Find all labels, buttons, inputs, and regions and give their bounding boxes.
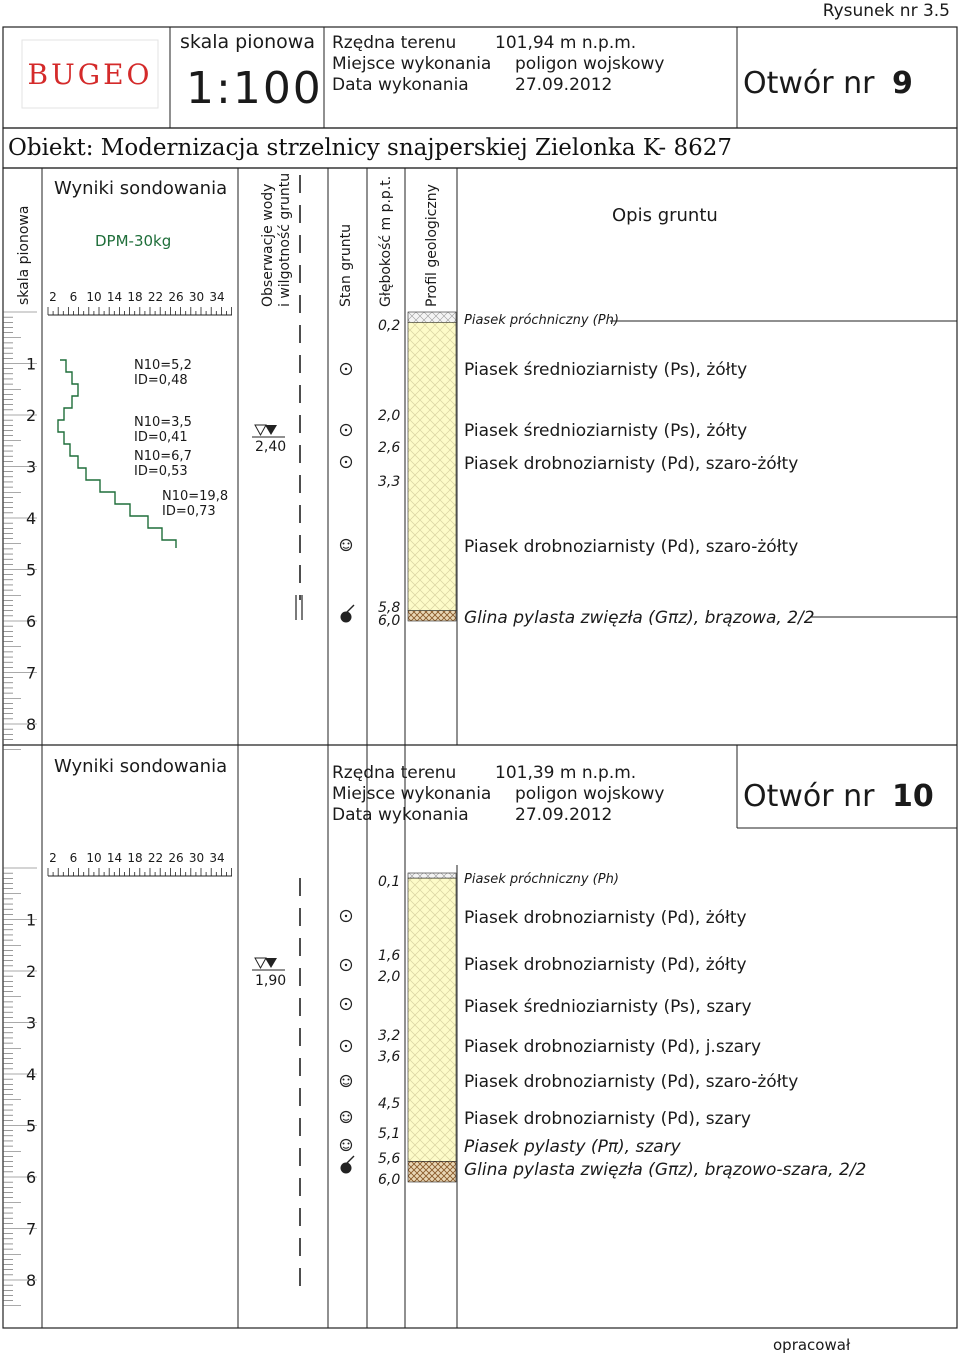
layer-description: Piasek drobnoziarnisty (Pd), j.szary	[464, 1037, 762, 1057]
profile-sand	[408, 878, 456, 1161]
depth-value: 0,1	[378, 874, 401, 890]
location-value: poligon wojskowy	[515, 784, 665, 804]
dry-state-dot	[345, 368, 347, 370]
borehole-10-number: 10	[892, 779, 934, 814]
scale-number: 4	[26, 1065, 37, 1084]
moist-state-icon	[341, 1112, 352, 1123]
layer-description: Piasek drobnoziarnisty (Pd), żółty	[464, 908, 747, 928]
ruler-number: 6	[69, 290, 78, 304]
elevation-value: 101,94 m n.p.m.	[495, 33, 637, 53]
geological-profiles	[408, 312, 456, 1182]
scale-value: 1:100	[186, 63, 323, 114]
dry-state-dot	[345, 429, 347, 431]
scale-number: 7	[26, 663, 37, 683]
sounding-labels-9	[134, 358, 228, 519]
plastic-state-icon	[341, 612, 352, 623]
scale-number: 5	[26, 1116, 37, 1136]
depth-value: 4,5	[378, 1096, 401, 1112]
descriptions-9	[464, 313, 957, 628]
depth-value: 0,2	[378, 318, 401, 334]
depth-value: 3,6	[378, 1049, 401, 1065]
moist-state-arc	[343, 1083, 349, 1084]
scale-number: 6	[26, 612, 37, 631]
sounding-n: N10=6,7	[134, 449, 192, 464]
footer-author-label: opracował	[773, 1336, 851, 1354]
moist-state-dot	[348, 1143, 350, 1145]
moist-state-icon	[341, 1076, 352, 1087]
layer-description: Piasek średnioziarnisty (Ps), żółty	[464, 421, 748, 441]
logo-text: BUGEO	[27, 58, 153, 91]
water-level-icon	[252, 425, 285, 437]
col-water-header-2: i wilgotność gruntu	[277, 172, 293, 307]
col-sounding-header: Wyniki sondowania	[54, 178, 228, 199]
scale-number: 4	[26, 509, 37, 528]
ruler-number: 34	[209, 290, 225, 304]
profile-sand	[408, 322, 456, 610]
layer-description: Piasek drobnoziarnisty (Pd), szaro-żółty	[464, 1072, 799, 1092]
layer-description: Piasek próchniczny (Ph)	[464, 872, 619, 887]
sounding-id: ID=0,73	[162, 504, 216, 519]
depth-scales	[3, 312, 37, 1306]
layer-description: Piasek pylasty (Pπ), szary	[464, 1137, 681, 1157]
location-value: poligon wojskowy	[515, 54, 665, 74]
depth-value: 5,1	[378, 1126, 401, 1142]
ruler-number: 2	[49, 851, 57, 865]
layer-description: Piasek średnioziarnisty (Ps), szary	[464, 997, 752, 1017]
depth-value: 6,0	[378, 1172, 401, 1188]
elevation-label: Rzędna terenu	[332, 763, 457, 783]
layer-description: Piasek drobnoziarnisty (Pd), żółty	[464, 955, 747, 975]
moist-state-dot	[348, 1079, 350, 1081]
water-level-icon	[252, 958, 285, 970]
sounding-id: ID=0,41	[134, 430, 188, 445]
sounding-n: N10=3,5	[134, 415, 192, 430]
plastic-state-icon	[341, 1163, 352, 1174]
moist-state-arc	[343, 1119, 349, 1120]
profile-humus	[408, 312, 456, 322]
ruler-number: 18	[127, 290, 143, 304]
ruler-number: 2	[49, 290, 57, 304]
date-label: Data wykonania	[332, 75, 469, 95]
location-label: Miejsce wykonania	[332, 54, 492, 74]
dry-state-dot	[345, 964, 347, 966]
moist-state-dot	[348, 543, 350, 545]
water-observation-10	[252, 878, 300, 1290]
layer-description: Piasek średnioziarnisty (Ps), żółty	[464, 360, 748, 380]
ruler-number: 10	[86, 851, 102, 865]
depths-10	[378, 874, 400, 1188]
object-title: Obiekt: Modernizacja strzelnicy snajperskiej Zielonka K- 8627	[8, 135, 733, 161]
sounding-n: N10=19,8	[162, 489, 229, 504]
plastic-state-line	[346, 605, 354, 613]
moist-state-icon	[341, 1140, 352, 1151]
moist-state-dot	[343, 1079, 345, 1081]
depth-value: 1,6	[378, 948, 401, 964]
ruler-number: 18	[127, 851, 143, 865]
dry-state-dot	[345, 461, 347, 463]
scale-number: 1	[26, 354, 37, 374]
layer-description: Piasek drobnoziarnisty (Pd), szary	[464, 1109, 751, 1129]
borehole-9-number: 9	[892, 66, 913, 101]
scale-number: 1	[26, 910, 37, 930]
scale-number: 5	[26, 560, 37, 580]
ruler-number: 22	[147, 290, 164, 304]
probe-label: DPM-30kg	[95, 232, 172, 250]
descriptions-10	[464, 872, 866, 1180]
figure-label: Rysunek nr 3.5	[822, 1, 950, 21]
col-state-header: Stan gruntu	[338, 223, 354, 307]
date-label: Data wykonania	[332, 805, 469, 825]
ruler-number: 26	[168, 290, 184, 304]
ruler-number: 26	[168, 851, 184, 865]
depth-value: 5,6	[378, 1151, 401, 1167]
ruler-number: 14	[106, 851, 123, 865]
scale-number: 7	[26, 1219, 37, 1239]
dry-state-dot	[345, 1003, 347, 1005]
depth-value: 3,3	[378, 474, 401, 490]
profile-clay	[408, 611, 456, 621]
ruler-number: 30	[188, 290, 205, 304]
ruler-number: 14	[106, 290, 123, 304]
scale-number: 2	[26, 962, 37, 981]
depth-value: 6,0	[378, 613, 401, 629]
water-level-value: 2,40	[255, 439, 287, 455]
scale-number: 3	[26, 1013, 37, 1033]
ruler-number: 6	[69, 851, 78, 865]
sounding-id: ID=0,48	[134, 373, 188, 388]
sounding-title-10: Wyniki sondowania	[54, 756, 228, 777]
elevation-label: Rzędna terenu	[332, 33, 457, 53]
scale-number: 8	[26, 1271, 37, 1290]
layer-description: Piasek próchniczny (Ph)	[464, 313, 619, 328]
dry-state-dot	[345, 1045, 347, 1047]
col-water-header-1: Obserwacje wody	[260, 183, 276, 307]
layer-description: Glina pylasta zwięzła (Gπz), brązowa, 2/2	[464, 608, 815, 628]
plastic-state-line	[346, 1156, 354, 1164]
scale-label: skala pionowa	[180, 31, 315, 53]
depths-9	[378, 318, 400, 629]
layer-description: Piasek drobnoziarnisty (Pd), szaro-żółty	[464, 537, 799, 557]
scale-number: 2	[26, 406, 37, 425]
profile-humus	[408, 873, 456, 878]
ruler-number: 34	[209, 851, 225, 865]
depth-value: 2,6	[378, 440, 401, 456]
ruler-number: 22	[147, 851, 164, 865]
sounding-n: N10=5,2	[134, 358, 192, 373]
depth-value: 5,8	[378, 600, 401, 616]
col-depth-header: Głębokość m p.p.t.	[378, 175, 394, 307]
col-profile-header: Profil geologiczny	[424, 184, 440, 307]
col-scale-header: skala pionowa	[16, 205, 32, 305]
depth-value: 3,2	[378, 1028, 401, 1044]
borehole-9-meta	[332, 33, 665, 95]
layer-description: Piasek drobnoziarnisty (Pd), szaro-żółty	[464, 454, 799, 474]
col-description-header: Opis gruntu	[612, 205, 718, 226]
profile-clay	[408, 1161, 456, 1182]
ruler-number: 10	[86, 290, 102, 304]
date-value: 27.09.2012	[515, 805, 613, 825]
depth-value: 2,0	[378, 408, 401, 424]
borehole-10-title: Otwór nr	[743, 779, 875, 814]
moist-state-arc	[343, 547, 349, 548]
moist-state-dot	[343, 1115, 345, 1117]
borehole-10-meta	[332, 763, 665, 825]
water-level-value: 1,90	[255, 973, 287, 989]
scale-number: 8	[26, 715, 37, 734]
sounding-id: ID=0,53	[134, 464, 188, 479]
scale-number: 3	[26, 457, 37, 477]
ruler-number: 30	[188, 851, 205, 865]
moist-state-icon	[341, 540, 352, 551]
elevation-value: 101,39 m n.p.m.	[495, 763, 637, 783]
depth-value: 2,0	[378, 969, 401, 985]
scale-number: 6	[26, 1168, 37, 1187]
location-label: Miejsce wykonania	[332, 784, 492, 804]
date-value: 27.09.2012	[515, 75, 613, 95]
moist-state-dot	[348, 1115, 350, 1117]
borehole-9-title: Otwór nr	[743, 66, 875, 101]
moist-state-arc	[343, 1147, 349, 1148]
dry-state-dot	[345, 915, 347, 917]
moist-state-dot	[343, 1143, 345, 1145]
moist-state-dot	[343, 543, 345, 545]
layer-description: Glina pylasta zwięzła (Gπz), brązowo-szara, 2/2	[464, 1160, 867, 1180]
company-logo	[22, 40, 158, 108]
